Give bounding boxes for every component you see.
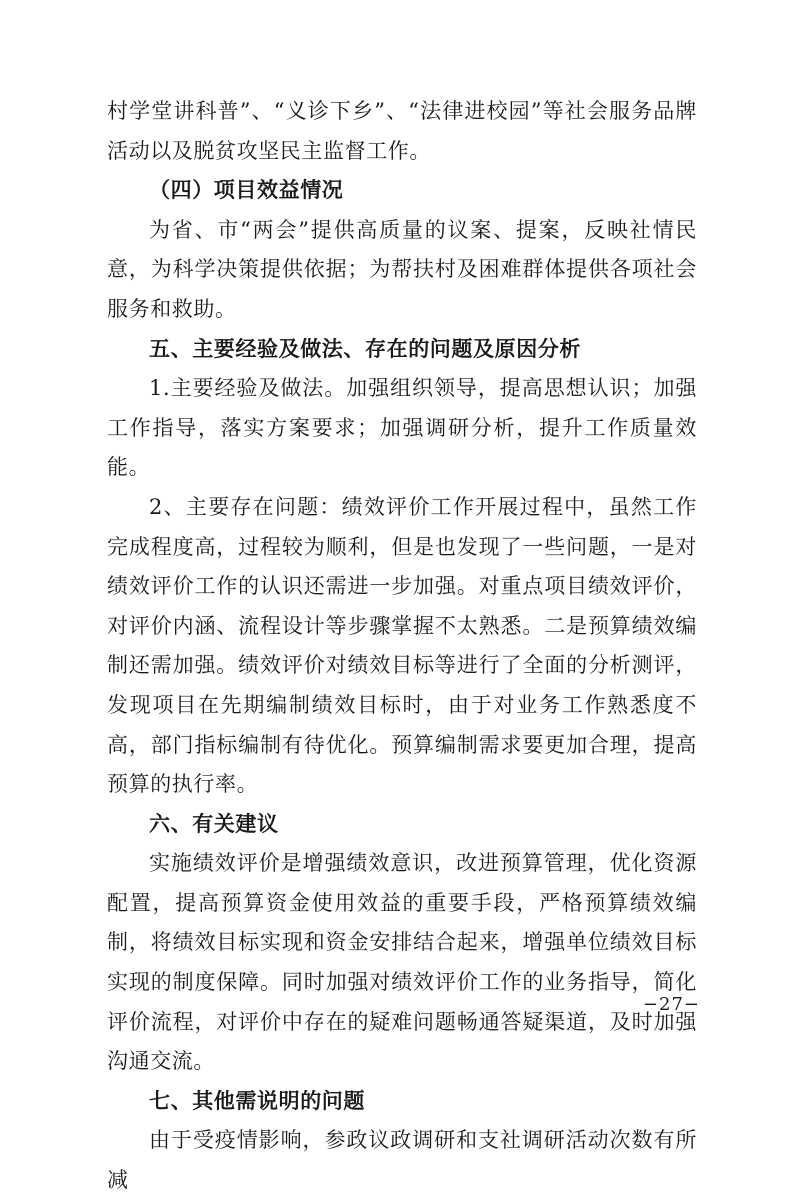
paragraph-main-experience: 1.主要经验及做法。加强组织领导，提高思想认识；加强工作指导，落实方案要求；加强调研分析，提升工作质量效能。 (107, 376, 697, 480)
paragraph-social-service-activities: 村学堂讲科普”、“义诊下乡”、“法律进校园”等社会服务品牌活动以及脱贫攻坚民主监督工作。 (107, 99, 697, 163)
paragraph-main-problems: 2、主要存在问题：绩效评价工作开展过程中，虽然工作完成程度高，过程较为顺利，但是也发现了一些问题，一是对绩效评价工作的认识还需进一步加强。对重点项目绩效评价，对评价内涵、流程设计等步骤掌握不太熟悉。二是预算绩效编制还需加强。绩效评价对绩效目标等进行了全面的分析测评，发现项目在先期编制绩效目标时，由于对业务工作熟悉度不高，部门指标编制有待优化。预算编制需求要更加合理，提高预算的执行率。 (107, 494, 697, 797)
paragraph-project-benefit: 为省、市“两会”提供高质量的议案、提案，反映社情民意，为科学决策提供依据；为帮扶村及困难群体提供各项社会服务和救助。 (107, 217, 697, 321)
heading-section-5: 五、主要经验及做法、存在的问题及原因分析 (149, 336, 581, 361)
paragraph-other-issues: 由于受疫情影响，参政议政调研和支社调研活动次数有所减 (107, 1128, 697, 1193)
paragraph-suggestions: 实施绩效评价是增强绩效意识，改进预算管理，优化资源配置，提高预算资金使用效益的重要手段，严格预算绩效编制，将绩效目标实现和资金安排结合起来，增强单位绩效目标实现的制度保障。同时加强对绩效评价工作的业务指导，简化评价流程，对评价中存在的疑难问题畅通答疑渠道，及时加强沟通交流。 (107, 851, 697, 1074)
heading-project-benefit: （四）项目效益情况 (149, 178, 344, 203)
page-number: −27− (642, 994, 700, 1015)
heading-section-6: 六、有关建议 (149, 811, 279, 836)
heading-section-7: 七、其他需说明的问题 (149, 1088, 365, 1113)
document-body (107, 92, 697, 1201)
